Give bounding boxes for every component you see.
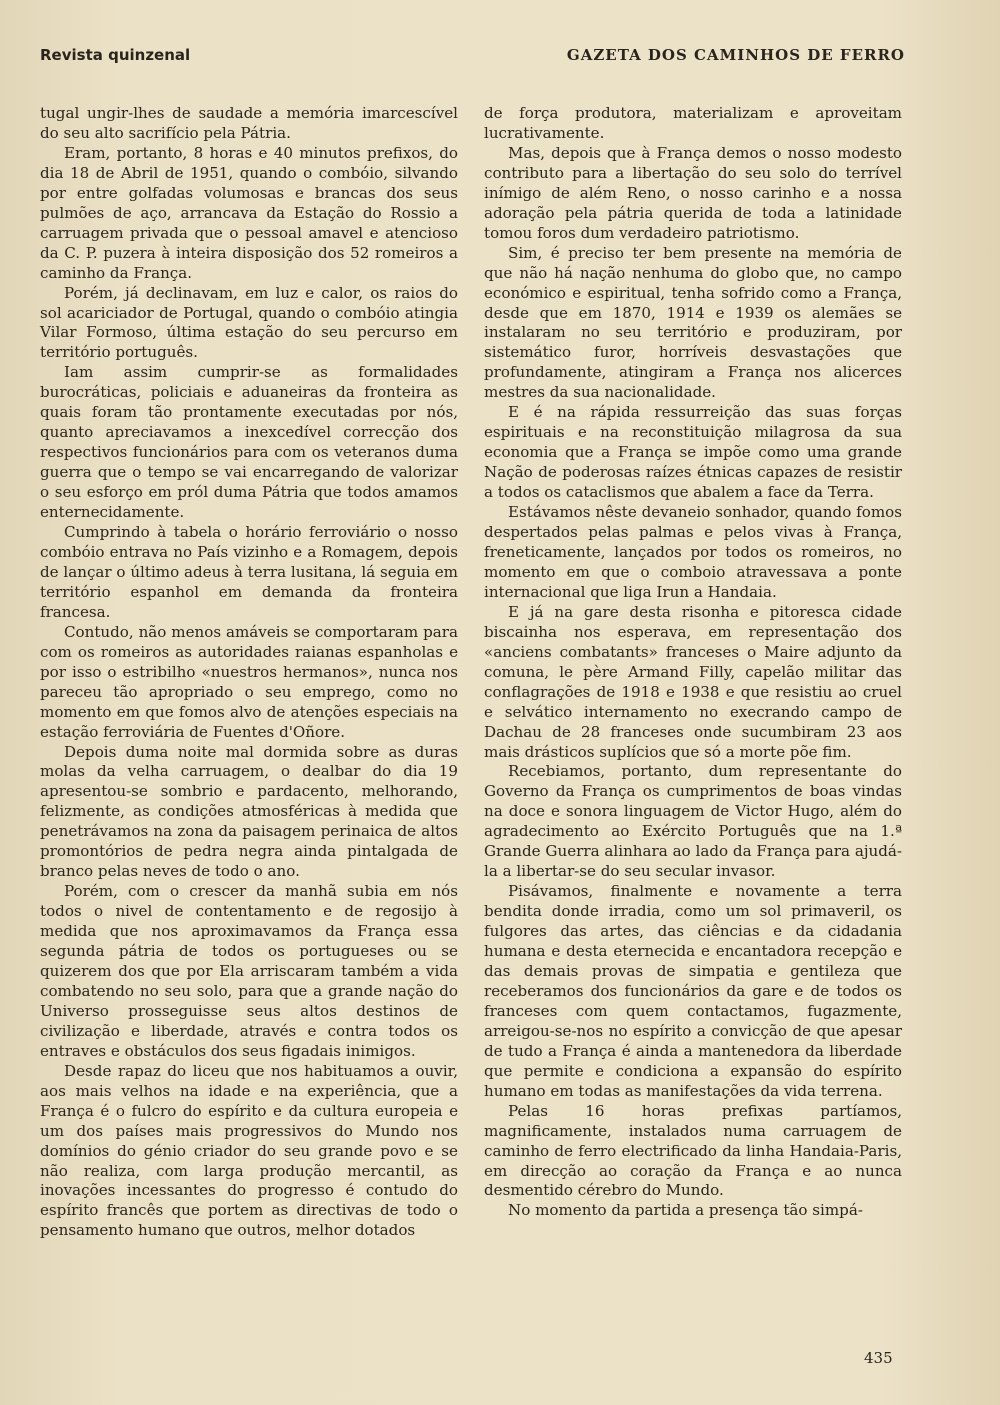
paragraph: Pelas 16 horas prefixas partíamos, magnificamente, instalados numa carruagem de caminho de ferro electrificado da linha Handaia-Paris, em direcção ao coração da França e ao nunca desmentido cérebro do Mundo. — [484, 1101, 902, 1200]
paragraph: Depois duma noite mal dormida sobre as duras molas da velha carruagem, o dealbar do dia 19 apresentou-se sombrio e pardacento, melhorando, felizmente, as condições atmosféricas à medida que penetrávamos na zona da paisagem perinaica de altos promontórios de pedra negra ainda pintalgada de branco pelas neves de todo o ano. — [40, 742, 458, 881]
paragraph: Pisávamos, finalmente e novamente a terra bendita donde irradia, como um sol primaveril, os fulgores das artes, das ciências e da cidadania humana e desta eternecida e encantadora recepção e das demais provas de simpatia e gentileza que receberamos dos funcionários da gare e de todos os franceses com quem contactamos, fugazmente, arreigou-se-nos no espírito a convicção de que apesar de tudo a França é ainda a mantenedora da liberdade que permite e condiciona a expansão do espírito humano em todas as manifestações da vida terrena. — [484, 882, 902, 1100]
page-number: 435 — [864, 1349, 893, 1367]
paragraph: E já na gare desta risonha e pitoresca cidade biscainha nos esperava, em representação dos «anciens combatants» franceses o Maire adjunto da comuna, le père Armand Filly, capelão militar das conflagrações de 1918 e 1938 e que resistiu ao cruel e selvático internamento no execrando campo de Dachau de 28 franceses onde sucumbiram 23 aos mais drásticos suplícios que só a morte põe fim. — [484, 602, 902, 761]
paragraph: Recebiamos, portanto, dum representante do Governo da França os cumprimentos de boas vindas na doce e sonora linguagem de Victor Hugo, além do agradecimento ao Exército Português que na 1.ª Grande Guerra alinhara ao lado da França para ajudá-la a libertar-se do seu secular invasor. — [484, 762, 902, 881]
paragraph: Sim, é preciso ter bem presente na memória de que não há nação nenhuma do globo que, no campo económico e espiritual, tenha sofrido como a França, desde que em 1870, 1914 e 1939 os alemães se instalaram no seu território e produziram, por sistemático furor, horríveis desvastações que profundamente, atingiram a França nos alicerces mestres da sua nacionalidade. — [484, 243, 902, 402]
left-column — [40, 104, 458, 1241]
paragraph: Mas, depois que à França demos o nosso modesto contributo para a libertação do seu solo do terrível inímigo de além Reno, o nosso carinho e a nossa adoração pela pátria querida de toda a latinidade tomou foros dum verdadeiro patriotismo. — [484, 143, 902, 242]
paragraph: tugal ungir-lhes de saudade a memória imarcescível do seu alto sacrifício pela Pátria. — [40, 104, 458, 142]
paragraph: Iam assim cumprir-se as formalidades burocráticas, policiais e aduaneiras da fronteira as quais foram tão prontamente executadas por nós, quanto apreciavamos a inexcedível correcção dos respectivos funcionários para com os veteranos duma guerra que o tempo se vai encarregando de valorizar o seu esforço em pról duma Pátria que todos amamos enternecidamente. — [40, 363, 458, 522]
header-periodicity: Revista quinzenal — [40, 46, 191, 64]
running-head — [40, 46, 905, 64]
right-column — [484, 104, 902, 1221]
paragraph: Cumprindo à tabela o horário ferroviário o nosso combóio entrava no País vizinho e a Romagem, depois de lançar o último adeus à terra lusitana, lá seguia em território espanhol em demanda da fronteira francesa. — [40, 523, 458, 621]
paragraph: No momento da partida a presença tão simpá- — [508, 1201, 863, 1220]
paragraph: de força produtora, materializam e aproveitam lucrativamente. — [484, 104, 902, 142]
paragraph: Estávamos nêste devaneio sonhador, quando fomos despertados pelas palmas e pelos vivas à França, freneticamente, lançados por todos os romeiros, no momento em que o comboio atravessava a ponte internacional que liga Irun a Handaia. — [484, 503, 902, 601]
header-publication-title: GAZETA DOS CAMINHOS DE FERRO — [566, 46, 905, 64]
paragraph: Porém, já declinavam, em luz e calor, os raios do sol acariciador de Portugal, quando o combóio atingia Vilar Formoso, última estação do seu percurso em território português. — [40, 283, 458, 362]
paragraph: Contudo, não menos amáveis se comportaram para com os romeiros as autoridades raianas espanholas e por isso o estribilho «nuestros hermanos», nunca nos pareceu tão apropriado o seu emprego, como no momento em que fomos alvo de atenções especiais na estação ferroviária de Fuentes d'Oñore. — [40, 622, 458, 741]
paragraph: Eram, portanto, 8 horas e 40 minutos prefixos, do dia 18 de Abril de 1951, quando o combóio, silvando por entre golfadas volumosas e brancas dos seus pulmões de aço, arrancava da Estação do Rossio a carruagem privada que o pessoal amavel e atencioso da C. P. puzera à inteira disposição dos 52 romeiros a caminho da França. — [40, 143, 458, 282]
paragraph: Desde rapaz do liceu que nos habituamos a ouvir, aos mais velhos na idade e na experiência, que a França é o fulcro do espírito e da cultura europeia e um dos países mais progressivos do Mundo nos domínios do génio criador do seu grande povo e se não realiza, com larga produção mercantil, as inovações incessantes do progresso é contudo do espírito francês que portem as directivas de todo o pensamento humano que outros, melhor dotados — [40, 1061, 458, 1240]
paragraph: Porém, com o crescer da manhã subia em nós todos o nivel de contentamento e de regosijo à medida que nos aproximavamos da França essa segunda pátria de todos os portugueses ou se quizerem dos que por Ela arriscaram também a vida combatendo no seu solo, para que a grande nação do Universo prosseguisse seus altos destinos de civilização e liberdade, através e contra todos os entraves e obstáculos dos seus figadais inimigos. — [40, 882, 458, 1060]
paragraph: E é na rápida ressurreição das suas forças espirituais e na reconstituição milagrosa da sua economia que a França se impõe como uma grande Nação de poderosas raízes étnicas capazes de resistir a todos os cataclismos que abalem a face da Terra. — [484, 403, 902, 502]
